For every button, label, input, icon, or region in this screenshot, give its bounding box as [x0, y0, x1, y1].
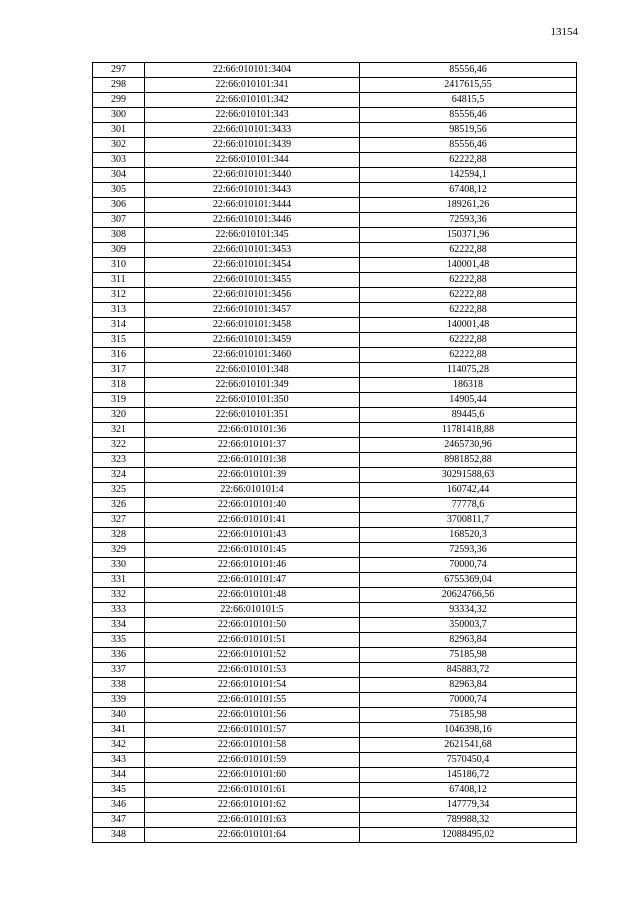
cadastral-number-cell: 22:66:010101:341 — [145, 78, 360, 93]
table-body — [93, 63, 577, 843]
table-row — [93, 108, 577, 123]
cadastral-number-cell: 22:66:010101:43 — [145, 528, 360, 543]
cadastral-number-cell: 22:66:010101:38 — [145, 453, 360, 468]
value-cell: 67408,12 — [360, 183, 577, 198]
cadastral-number-cell: 22:66:010101:343 — [145, 108, 360, 123]
table-row — [93, 813, 577, 828]
cadastral-number-cell: 22:66:010101:63 — [145, 813, 360, 828]
cadastral-number-cell: 22:66:010101:54 — [145, 678, 360, 693]
row-number-cell: 314 — [93, 318, 145, 333]
value-cell: 85556,46 — [360, 108, 577, 123]
row-number-cell: 306 — [93, 198, 145, 213]
row-number-cell: 319 — [93, 393, 145, 408]
cadastral-number-cell: 22:66:010101:57 — [145, 723, 360, 738]
table-row — [93, 543, 577, 558]
row-number-cell: 307 — [93, 213, 145, 228]
cadastral-number-cell: 22:66:010101:3404 — [145, 63, 360, 78]
table-row — [93, 258, 577, 273]
cadastral-number-cell: 22:66:010101:51 — [145, 633, 360, 648]
table-row — [93, 723, 577, 738]
row-number-cell: 317 — [93, 363, 145, 378]
value-cell: 70000,74 — [360, 693, 577, 708]
cadastral-number-cell: 22:66:010101:344 — [145, 153, 360, 168]
row-number-cell: 305 — [93, 183, 145, 198]
table-row — [93, 183, 577, 198]
cadastral-number-cell: 22:66:010101:349 — [145, 378, 360, 393]
cadastral-number-cell: 22:66:010101:39 — [145, 468, 360, 483]
row-number-cell: 318 — [93, 378, 145, 393]
row-number-cell: 329 — [93, 543, 145, 558]
row-number-cell: 348 — [93, 828, 145, 843]
table-row — [93, 753, 577, 768]
cadastral-number-cell: 22:66:010101:60 — [145, 768, 360, 783]
value-cell: 147779,34 — [360, 798, 577, 813]
value-cell: 168520,3 — [360, 528, 577, 543]
row-number-cell: 332 — [93, 588, 145, 603]
table-row — [93, 408, 577, 423]
cadastral-number-cell: 22:66:010101:3453 — [145, 243, 360, 258]
cadastral-number-cell: 22:66:010101:50 — [145, 618, 360, 633]
table-row — [93, 573, 577, 588]
row-number-cell: 315 — [93, 333, 145, 348]
value-cell: 789988,32 — [360, 813, 577, 828]
cadastral-number-cell: 22:66:010101:52 — [145, 648, 360, 663]
cadastral-number-cell: 22:66:010101:348 — [145, 363, 360, 378]
cadastral-number-cell: 22:66:010101:3440 — [145, 168, 360, 183]
row-number-cell: 308 — [93, 228, 145, 243]
value-cell: 1046398,16 — [360, 723, 577, 738]
row-number-cell: 330 — [93, 558, 145, 573]
value-cell: 150371,96 — [360, 228, 577, 243]
value-cell: 62222,88 — [360, 333, 577, 348]
value-cell: 11781418,88 — [360, 423, 577, 438]
value-cell: 62222,88 — [360, 288, 577, 303]
row-number-cell: 326 — [93, 498, 145, 513]
row-number-cell: 338 — [93, 678, 145, 693]
page-number: 13154 — [550, 26, 578, 38]
table-row — [93, 618, 577, 633]
row-number-cell: 339 — [93, 693, 145, 708]
table-row — [93, 498, 577, 513]
value-cell: 12088495,02 — [360, 828, 577, 843]
value-cell: 62222,88 — [360, 153, 577, 168]
table-row — [93, 138, 577, 153]
table-row — [93, 393, 577, 408]
table-row — [93, 783, 577, 798]
value-cell: 2465730,96 — [360, 438, 577, 453]
value-cell: 75185,98 — [360, 648, 577, 663]
table-row — [93, 648, 577, 663]
table-row — [93, 768, 577, 783]
value-cell: 72593,36 — [360, 543, 577, 558]
value-cell: 93334,32 — [360, 603, 577, 618]
table-row — [93, 348, 577, 363]
cadastral-number-cell: 22:66:010101:55 — [145, 693, 360, 708]
table-row — [93, 63, 577, 78]
row-number-cell: 347 — [93, 813, 145, 828]
row-number-cell: 298 — [93, 78, 145, 93]
table-row — [93, 168, 577, 183]
table-row — [93, 198, 577, 213]
cadastral-number-cell: 22:66:010101:3460 — [145, 348, 360, 363]
value-cell: 75185,98 — [360, 708, 577, 723]
value-cell: 14905,44 — [360, 393, 577, 408]
row-number-cell: 324 — [93, 468, 145, 483]
row-number-cell: 328 — [93, 528, 145, 543]
cadastral-number-cell: 22:66:010101:48 — [145, 588, 360, 603]
row-number-cell: 320 — [93, 408, 145, 423]
cadastral-number-cell: 22:66:010101:59 — [145, 753, 360, 768]
value-cell: 2621541,68 — [360, 738, 577, 753]
cadastral-number-cell: 22:66:010101:4 — [145, 483, 360, 498]
value-cell: 189261,26 — [360, 198, 577, 213]
table-row — [93, 333, 577, 348]
value-cell: 114075,28 — [360, 363, 577, 378]
value-cell: 70000,74 — [360, 558, 577, 573]
row-number-cell: 303 — [93, 153, 145, 168]
row-number-cell: 312 — [93, 288, 145, 303]
table-row — [93, 423, 577, 438]
table-row — [93, 708, 577, 723]
row-number-cell: 341 — [93, 723, 145, 738]
row-number-cell: 335 — [93, 633, 145, 648]
value-cell: 186318 — [360, 378, 577, 393]
value-cell: 85556,46 — [360, 138, 577, 153]
value-cell: 72593,36 — [360, 213, 577, 228]
value-cell: 98519,56 — [360, 123, 577, 138]
cadastral-number-cell: 22:66:010101:3433 — [145, 123, 360, 138]
value-cell: 30291588,63 — [360, 468, 577, 483]
table-row — [93, 93, 577, 108]
cadastral-number-cell: 22:66:010101:46 — [145, 558, 360, 573]
row-number-cell: 311 — [93, 273, 145, 288]
value-cell: 82963,84 — [360, 678, 577, 693]
value-cell: 140001,48 — [360, 258, 577, 273]
row-number-cell: 304 — [93, 168, 145, 183]
row-number-cell: 325 — [93, 483, 145, 498]
cadastral-number-cell: 22:66:010101:345 — [145, 228, 360, 243]
value-cell: 145186,72 — [360, 768, 577, 783]
cadastral-number-cell: 22:66:010101:45 — [145, 543, 360, 558]
table-row — [93, 153, 577, 168]
cadastre-value-table — [92, 62, 577, 843]
value-cell: 350003,7 — [360, 618, 577, 633]
row-number-cell: 316 — [93, 348, 145, 363]
value-cell: 7570450,4 — [360, 753, 577, 768]
cadastral-number-cell: 22:66:010101:3459 — [145, 333, 360, 348]
table-row — [93, 123, 577, 138]
table-row — [93, 243, 577, 258]
row-number-cell: 299 — [93, 93, 145, 108]
cadastral-number-cell: 22:66:010101:3456 — [145, 288, 360, 303]
row-number-cell: 321 — [93, 423, 145, 438]
table-row — [93, 603, 577, 618]
cadastral-number-cell: 22:66:010101:41 — [145, 513, 360, 528]
value-cell: 82963,84 — [360, 633, 577, 648]
value-cell: 3700811,7 — [360, 513, 577, 528]
row-number-cell: 331 — [93, 573, 145, 588]
cadastral-number-cell: 22:66:010101:36 — [145, 423, 360, 438]
cadastral-number-cell: 22:66:010101:350 — [145, 393, 360, 408]
cadastral-number-cell: 22:66:010101:37 — [145, 438, 360, 453]
value-cell: 2417615,55 — [360, 78, 577, 93]
table-row — [93, 828, 577, 843]
row-number-cell: 302 — [93, 138, 145, 153]
cadastral-number-cell: 22:66:010101:62 — [145, 798, 360, 813]
table-row — [93, 453, 577, 468]
value-cell: 20624766,56 — [360, 588, 577, 603]
table-row — [93, 438, 577, 453]
table-row — [93, 798, 577, 813]
row-number-cell: 342 — [93, 738, 145, 753]
value-cell: 845883,72 — [360, 663, 577, 678]
cadastral-number-cell: 22:66:010101:351 — [145, 408, 360, 423]
table-row — [93, 528, 577, 543]
table-row — [93, 363, 577, 378]
cadastral-number-cell: 22:66:010101:56 — [145, 708, 360, 723]
table-row — [93, 693, 577, 708]
table-row — [93, 213, 577, 228]
table-row — [93, 273, 577, 288]
table-row — [93, 378, 577, 393]
value-cell: 62222,88 — [360, 273, 577, 288]
table-row — [93, 663, 577, 678]
row-number-cell: 323 — [93, 453, 145, 468]
table-row — [93, 468, 577, 483]
cadastral-number-cell: 22:66:010101:3443 — [145, 183, 360, 198]
cadastral-number-cell: 22:66:010101:3454 — [145, 258, 360, 273]
value-cell: 62222,88 — [360, 243, 577, 258]
row-number-cell: 327 — [93, 513, 145, 528]
table-row — [93, 228, 577, 243]
row-number-cell: 344 — [93, 768, 145, 783]
value-cell: 67408,12 — [360, 783, 577, 798]
value-cell: 140001,48 — [360, 318, 577, 333]
value-cell: 8981852,88 — [360, 453, 577, 468]
cadastral-number-cell: 22:66:010101:58 — [145, 738, 360, 753]
row-number-cell: 313 — [93, 303, 145, 318]
row-number-cell: 300 — [93, 108, 145, 123]
cadastral-number-cell: 22:66:010101:342 — [145, 93, 360, 108]
cadastral-number-cell: 22:66:010101:53 — [145, 663, 360, 678]
value-cell: 160742,44 — [360, 483, 577, 498]
row-number-cell: 343 — [93, 753, 145, 768]
table-row — [93, 738, 577, 753]
table-row — [93, 588, 577, 603]
value-cell: 64815,5 — [360, 93, 577, 108]
row-number-cell: 346 — [93, 798, 145, 813]
cadastral-number-cell: 22:66:010101:3458 — [145, 318, 360, 333]
cadastral-number-cell: 22:66:010101:64 — [145, 828, 360, 843]
row-number-cell: 310 — [93, 258, 145, 273]
table-row — [93, 78, 577, 93]
table-row — [93, 303, 577, 318]
table-row — [93, 633, 577, 648]
value-cell: 62222,88 — [360, 348, 577, 363]
cadastral-number-cell: 22:66:010101:3457 — [145, 303, 360, 318]
table-row — [93, 318, 577, 333]
value-cell: 89445,6 — [360, 408, 577, 423]
table-row — [93, 678, 577, 693]
cadastral-number-cell: 22:66:010101:3444 — [145, 198, 360, 213]
cadastral-number-cell: 22:66:010101:3455 — [145, 273, 360, 288]
value-cell: 85556,46 — [360, 63, 577, 78]
row-number-cell: 297 — [93, 63, 145, 78]
cadastral-number-cell: 22:66:010101:47 — [145, 573, 360, 588]
cadastral-number-cell: 22:66:010101:40 — [145, 498, 360, 513]
row-number-cell: 345 — [93, 783, 145, 798]
table-row — [93, 513, 577, 528]
cadastral-number-cell: 22:66:010101:61 — [145, 783, 360, 798]
value-cell: 77778,6 — [360, 498, 577, 513]
row-number-cell: 309 — [93, 243, 145, 258]
value-cell: 6755369,04 — [360, 573, 577, 588]
table-row — [93, 288, 577, 303]
row-number-cell: 340 — [93, 708, 145, 723]
row-number-cell: 334 — [93, 618, 145, 633]
row-number-cell: 333 — [93, 603, 145, 618]
cadastral-number-cell: 22:66:010101:3439 — [145, 138, 360, 153]
cadastral-number-cell: 22:66:010101:3446 — [145, 213, 360, 228]
table-row — [93, 483, 577, 498]
row-number-cell: 336 — [93, 648, 145, 663]
row-number-cell: 322 — [93, 438, 145, 453]
row-number-cell: 337 — [93, 663, 145, 678]
cadastral-number-cell: 22:66:010101:5 — [145, 603, 360, 618]
row-number-cell: 301 — [93, 123, 145, 138]
value-cell: 62222,88 — [360, 303, 577, 318]
table-row — [93, 558, 577, 573]
value-cell: 142594,1 — [360, 168, 577, 183]
